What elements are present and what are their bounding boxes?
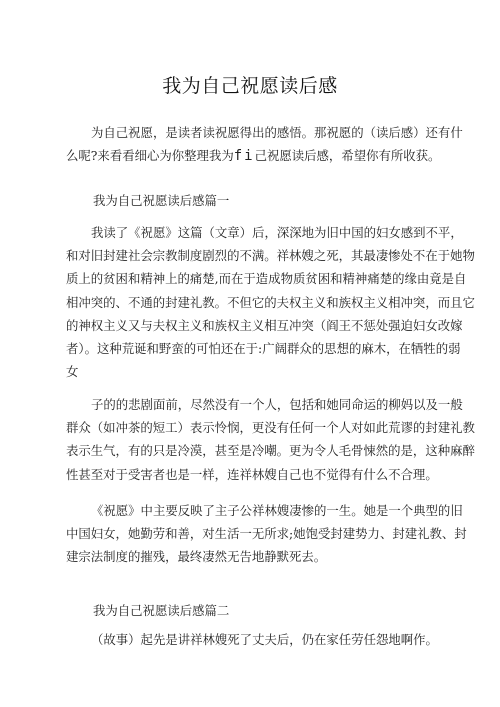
section-1-paragraph-1 (66, 221, 475, 383)
section-2-paragraph-1 (66, 628, 438, 651)
paragraph-line: 和对旧封建社会宗教制度剧烈的不满。祥林嫂之死，其最凄惨处不在于她物 (66, 248, 475, 264)
paragraph-line: 子的的悲剧面前，尽然没有一个人，包括和她同命运的柳妈以及一般 (91, 397, 463, 412)
intro-line-2-end: 己祝愿读后感，希望你有所收获。 (254, 148, 441, 164)
section-1-heading: 我为自己祝愿读后感篇一 (93, 193, 230, 208)
paragraph-line: 质上的贫困和精神上的痛楚,而在于造成物质贫困和精神痛楚的缘由竟是自 (66, 271, 467, 287)
paragraph-line: 群众（如冲茶的短工）表示怜悯，更没有任何一个人对如此荒谬的封建礼教 (66, 420, 475, 436)
intro-line-1: 为自己祝愿，是读者读祝愿得出的感悟。那祝愿的（读后感）还有什 (91, 125, 463, 140)
paragraph-line: 女 (66, 364, 79, 380)
paragraph-line: 者）。这种荒诞和野蛮的可怕还在于:广阔群众的思想的麻木，在牺牲的弱 (66, 341, 461, 357)
paragraph-line: 性甚至对于受害者也是一样，连祥林嫂自己也不觉得有什么不合理。 (66, 466, 438, 482)
intro-line-2 (66, 144, 441, 168)
document-title: 我为自己祝愿读后感 (162, 75, 338, 97)
paragraph-line: 我读了《祝愿》这篇（文章）后，深深地为旧中国的妇女感到不平， (91, 225, 463, 240)
intro-mono-text: fi (233, 148, 255, 165)
intro-line-2-start: 么呢?来看看细心为你整理我为 (66, 148, 234, 164)
paragraph-line: （故事）起先是讲祥林嫂死了丈夫后，仍在家任劳任怨地啊作。 (91, 632, 438, 647)
section-1-paragraph-2 (66, 393, 475, 486)
paragraph-line: 中国妇女，她勤劳和善，对生活一无所求;她饱受封建势力、封建礼教、封 (66, 526, 467, 542)
section-1-paragraph-3 (66, 499, 467, 569)
paragraph-line: 《祝愿》中主要反映了主子公祥林嫂凄惨的一生。她是一个典型的旧 (91, 503, 463, 518)
paragraph-line: 表示生气，有的只是冷漠，甚至是冷嘲。更为令人毛骨悚然的是，这种麻醉 (66, 443, 475, 459)
paragraph-line: 相冲突的、不通的封建礼教。不但它的夫权主义和族权主义相冲突，而且它 (66, 294, 475, 310)
section-2-heading: 我为自己祝愿读后感篇二 (93, 603, 230, 618)
paragraph-line: 的神权主义又与夫权主义和族权主义相互冲突（阎王不惩处强迫妇女改嫁 (66, 317, 463, 333)
intro-paragraph (66, 121, 463, 168)
paragraph-line: 建宗法制度的摧残，最终凄然无告地静默死去。 (66, 549, 327, 565)
